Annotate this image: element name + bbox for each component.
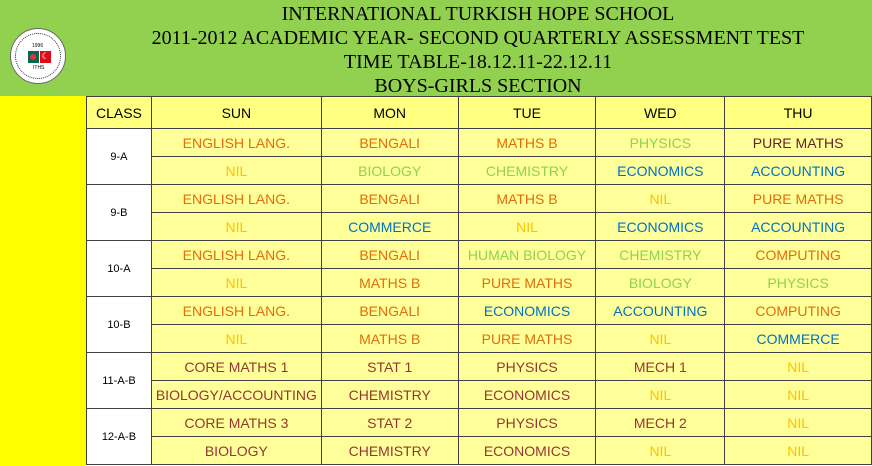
- subject-cell: NIL: [151, 269, 321, 297]
- column-header-mon: MON: [321, 97, 458, 129]
- academic-year-title: 2011-2012 ACADEMIC YEAR- SECOND QUARTERLY ASSESSMENT TEST: [151, 27, 805, 49]
- subject-cell: NIL: [596, 437, 725, 465]
- subject-cell: BENGALI: [321, 185, 458, 213]
- section-title: BOYS-GIRLS SECTION: [374, 75, 582, 97]
- table-row: [87, 241, 872, 269]
- subject-cell: NIL: [725, 353, 872, 381]
- subject-cell: ECONOMICS: [596, 157, 725, 185]
- subject-cell: NIL: [725, 409, 872, 437]
- table-row: [87, 325, 872, 353]
- timetable-title: TIME TABLE-18.12.11-22.12.11: [343, 51, 613, 73]
- subject-cell: NIL: [151, 157, 321, 185]
- table-row: [87, 185, 872, 213]
- table-row: [87, 157, 872, 185]
- subject-cell: CORE MATHS 1: [151, 353, 321, 381]
- subject-cell: CHEMISTRY: [321, 381, 458, 409]
- subject-cell: PURE MATHS: [458, 325, 596, 353]
- logo-initials: ITHS: [33, 65, 45, 71]
- subject-cell: PURE MATHS: [725, 185, 872, 213]
- column-header-class: CLASS: [87, 97, 152, 129]
- class-cell: 10-B: [87, 297, 152, 353]
- subject-cell: BIOLOGY: [321, 157, 458, 185]
- subject-cell: BIOLOGY/ACCOUNTING: [151, 381, 321, 409]
- subject-cell: NIL: [596, 185, 725, 213]
- subject-cell: MECH 2: [596, 409, 725, 437]
- subject-cell: ENGLISH LANG.: [151, 241, 321, 269]
- subject-cell: ENGLISH LANG.: [151, 129, 321, 157]
- subject-cell: MECH 1: [596, 353, 725, 381]
- left-margin-strip: [0, 96, 86, 466]
- subject-cell: MATHS B: [458, 129, 596, 157]
- subject-cell: COMMERCE: [321, 213, 458, 241]
- header-titles: [0, 2, 872, 98]
- table-row: [87, 129, 872, 157]
- subject-cell: MATHS B: [458, 185, 596, 213]
- column-header-wed: WED: [596, 97, 725, 129]
- subject-cell: MATHS B: [321, 325, 458, 353]
- subject-cell: BENGALI: [321, 129, 458, 157]
- class-cell: 9-A: [87, 129, 152, 185]
- subject-cell: PHYSICS: [596, 129, 725, 157]
- subject-cell: CORE MATHS 3: [151, 409, 321, 437]
- subject-cell: NIL: [596, 381, 725, 409]
- subject-cell: CHEMISTRY: [596, 241, 725, 269]
- subject-cell: ACCOUNTING: [725, 213, 872, 241]
- table-row: [87, 353, 872, 381]
- subject-cell: CHEMISTRY: [458, 157, 596, 185]
- subject-cell: HUMAN BIOLOGY: [458, 241, 596, 269]
- column-header-tue: TUE: [458, 97, 596, 129]
- subject-cell: CHEMISTRY: [321, 437, 458, 465]
- subject-cell: MATHS B: [321, 269, 458, 297]
- subject-cell: ENGLISH LANG.: [151, 297, 321, 325]
- subject-cell: NIL: [151, 325, 321, 353]
- class-cell: 11-A-B: [87, 353, 152, 409]
- subject-cell: PURE MATHS: [458, 269, 596, 297]
- table-header-row: [87, 97, 872, 129]
- subject-cell: NIL: [725, 437, 872, 465]
- table-row: [87, 213, 872, 241]
- subject-cell: BENGALI: [321, 297, 458, 325]
- turkey-flag-icon: ☾: [41, 52, 50, 62]
- page-header: [0, 0, 872, 96]
- class-cell: 9-B: [87, 185, 152, 241]
- subject-cell: ACCOUNTING: [725, 157, 872, 185]
- subject-cell: PHYSICS: [725, 269, 872, 297]
- column-header-sun: SUN: [151, 97, 321, 129]
- table-row: [87, 297, 872, 325]
- subject-cell: NIL: [458, 213, 596, 241]
- subject-cell: COMPUTING: [725, 241, 872, 269]
- subject-cell: PURE MATHS: [725, 129, 872, 157]
- subject-cell: COMPUTING: [725, 297, 872, 325]
- table-row: [87, 409, 872, 437]
- logo-year: 1996: [32, 43, 44, 49]
- table-row: [87, 269, 872, 297]
- class-cell: 10-A: [87, 241, 152, 297]
- subject-cell: ECONOMICS: [458, 381, 596, 409]
- timetable: [86, 96, 872, 465]
- subject-cell: BIOLOGY: [596, 269, 725, 297]
- subject-cell: PHYSICS: [458, 353, 596, 381]
- subject-cell: ECONOMICS: [458, 437, 596, 465]
- subject-cell: NIL: [725, 381, 872, 409]
- column-header-thu: THU: [725, 97, 872, 129]
- subject-cell: PHYSICS: [458, 409, 596, 437]
- subject-cell: STAT 1: [321, 353, 458, 381]
- subject-cell: ECONOMICS: [458, 297, 596, 325]
- class-cell: 12-A-B: [87, 409, 152, 465]
- subject-cell: ECONOMICS: [596, 213, 725, 241]
- table-row: [87, 437, 872, 465]
- subject-cell: COMMERCE: [725, 325, 872, 353]
- school-name: INTERNATIONAL TURKISH HOPE SCHOOL: [281, 3, 675, 25]
- subject-cell: ACCOUNTING: [596, 297, 725, 325]
- subject-cell: NIL: [596, 325, 725, 353]
- subject-cell: ENGLISH LANG.: [151, 185, 321, 213]
- subject-cell: BIOLOGY: [151, 437, 321, 465]
- subject-cell: NIL: [151, 213, 321, 241]
- table-row: [87, 381, 872, 409]
- subject-cell: STAT 2: [321, 409, 458, 437]
- subject-cell: BENGALI: [321, 241, 458, 269]
